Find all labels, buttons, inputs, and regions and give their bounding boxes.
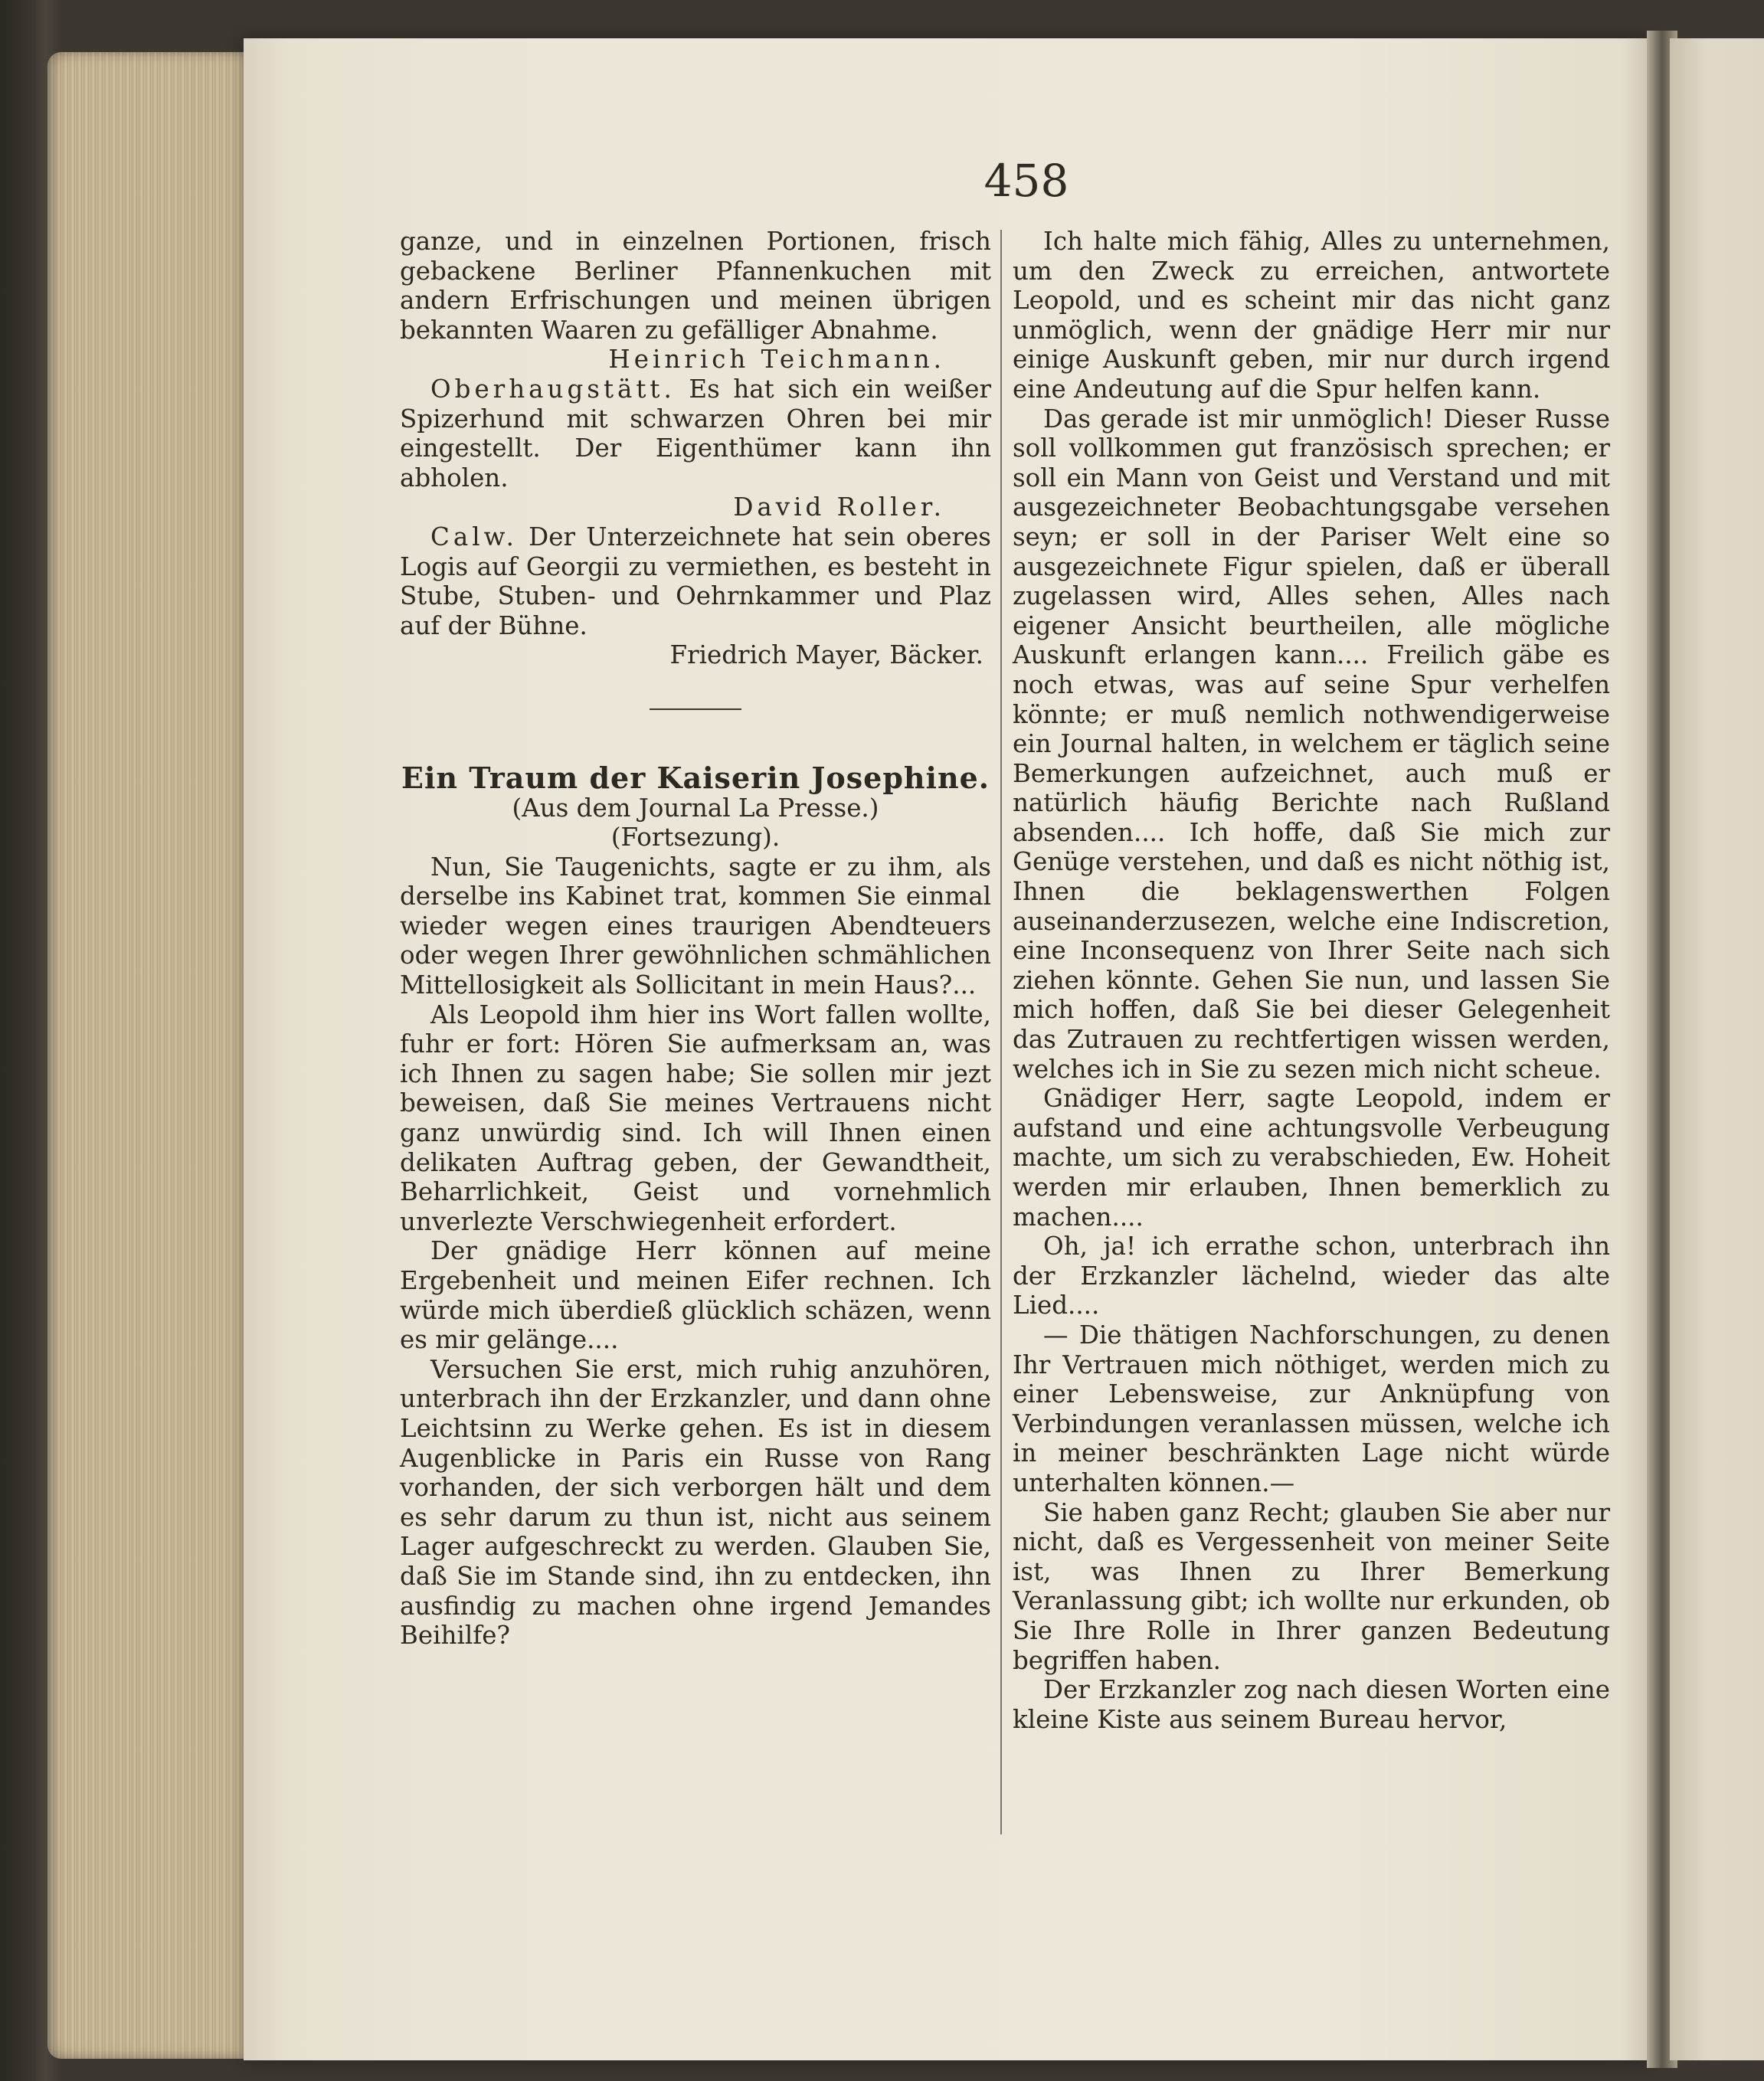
book-page-edges bbox=[47, 52, 253, 2059]
article-continuation: (Fortsezung). bbox=[610, 823, 781, 852]
paragraph: Der gnädige Herr können auf meine Ergebenheit und meinen Eifer rechnen. Ich würde mich überdieß glücklich schäzen, wenn es mir gelänge.... bbox=[400, 1236, 991, 1355]
right-column bbox=[1013, 227, 1610, 1734]
paragraph-text: Es hat sich ein weißer Spizerhund mit schwarzen Ohren bei mir eingestellt. Der Eigenthümer kann ihn abholen. bbox=[400, 374, 991, 492]
paragraph: — Die thätigen Nachforschungen, zu denen Ihr Vertrauen mich nöthiget, werden mich zu einer Lebensweise, zur Anknüpfung von Verbindungen veranlassen müssen, welche ich in meiner beschränkten Lage nicht würde unterhalten können.— bbox=[1013, 1320, 1610, 1497]
column-divider bbox=[1000, 230, 1002, 1834]
facing-page-edge bbox=[1670, 38, 1764, 2060]
paragraph: Versuchen Sie erst, mich ruhig anzuhören, unterbrach ihn der Erzkanzler, und dann ohne Leichtsinn zu Werke gehen. Es ist in diesem Augenblicke in Paris ein Russe von Rang vorhanden, der sich verborgen hält und dem es sehr darum zu thun ist, nicht aus seinem Lager aufgeschreckt zu werden. Glauben Sie, daß Sie im Stande sind, ihn zu entdecken, ihn ausfindig zu machen ohne irgend Jemandes Beihilfe? bbox=[400, 1354, 991, 1651]
page-number: 458 bbox=[983, 155, 1069, 207]
place-name: Calw. bbox=[430, 522, 518, 551]
paragraph: Nun, Sie Taugenichts, sagte er zu ihm, als derselbe ins Kabinet trat, kommen Sie einmal wieder wegen eines traurigen Abendteuers oder wegen Ihrer gewöhnlichen schmählichen Mittellosigkeit als Sollicitant in mein Haus?... bbox=[400, 852, 991, 1000]
signature: Friedrich Mayer, Bäcker. bbox=[669, 640, 983, 670]
section-rule bbox=[650, 708, 741, 710]
signature: David Roller. bbox=[733, 492, 945, 522]
paragraph bbox=[400, 375, 991, 492]
article-source: (Aus dem Journal La Presse.) bbox=[512, 793, 879, 823]
paragraph: Sie haben ganz Recht; glauben Sie aber nur nicht, daß es Vergessenheit von meiner Seite ist, was Ihnen zu Ihrer Bemerkung Veranlassung gibt; ich wollte nur erkunden, ob Sie Ihre Rolle in Ihrer ganzen Bedeutung begriffen haben. bbox=[1013, 1497, 1610, 1675]
paragraph: Ich halte mich fähig, Alles zu unternehmen, um den Zweck zu erreichen, antwortete Leopold, und es scheint mir das nicht ganz unmöglich, wenn der gnädige Herr mir nur einige Auskunft geben, mir nur durch irgend eine Andeutung auf die Spur helfen kann. bbox=[1013, 227, 1610, 404]
signature: Heinrich Teichmann. bbox=[608, 345, 945, 375]
paragraph: Gnädiger Herr, sagte Leopold, indem er aufstand und eine achtungsvolle Verbeugung machte, um sich zu verabschieden, Ew. Hoheit werden mir erlauben, Ihnen bemerklich zu machen.... bbox=[1013, 1084, 1610, 1232]
paragraph: Als Leopold ihm hier ins Wort fallen wollte, fuhr er fort: Hören Sie aufmerksam an, was ich Ihnen zu sagen habe; Sie sollen mir jezt beweisen, daß Sie meines Vertrauens nicht ganz unwürdig sind. Ich will Ihnen einen delikaten Auftrag geben, der Gewandtheit, Beharrlichkeit, Geist und vornehmlich unverlezte Verschwiegenheit erfordert. bbox=[400, 1000, 991, 1236]
paragraph: Der Erzkanzler zog nach diesen Worten eine kleine Kiste aus seinem Bureau hervor, bbox=[1013, 1675, 1610, 1734]
place-name: Oberhaugstätt. bbox=[430, 374, 676, 404]
paragraph: Oh, ja! ich errathe schon, unterbrach ihn der Erzkanzler lächelnd, wieder das alte Lied.... bbox=[1013, 1232, 1610, 1320]
paragraph: Das gerade ist mir unmöglich! Dieser Russe soll vollkommen gut französisch sprechen; er soll ein Mann von Geist und Verstand und mit ausgezeichneter Beobachtungsgabe versehen seyn; er soll in der Pariser Welt eine so ausgezeichnete Figur spielen, daß er überall zugelassen wird, Alles sehen, Alles nach eigener Ansicht beurtheilen, alle mögliche Auskunft erlangen kann.... Freilich gäbe es noch etwas, was auf seine Spur verhelfen könnte; er muß nemlich nothwendigerweise ein Journal halten, in welchem er täglich seine Bemerkungen aufzeichnet, auch muß er natürlich häufig Berichte nach Rußland absenden.... Ich hoffe, daß Sie mich zur Genüge verstehen, und daß es nicht nöthig ist, Ihnen die beklagenswerthen Folgen auseinanderzusezen, welche eine Indiscretion, eine Inconsequenz von Ihrer Seite nach sich ziehen könnte. Gehen Sie nun, und lassen Sie mich hoffen, daß Sie bei dieser Gelegenheit das Zutrauen zu rechtfertigen wissen werden, welches ich in Sie zu sezen mich nicht scheue. bbox=[1013, 404, 1610, 1084]
paragraph bbox=[400, 522, 991, 640]
left-column bbox=[400, 227, 991, 1651]
paragraph-text: Der Unterzeichnete hat sein oberes Logis auf Georgii zu vermiethen, es besteht in Stube, Stuben- und Oehrnkammer und Plaz auf der Bühne. bbox=[400, 522, 991, 640]
paragraph: ganze, und in einzelnen Portionen, frisch gebackene Berliner Pfannenkuchen mit andern Erfrischungen und meinen übrigen bekannten Waaren zu gefälliger Abnahme. bbox=[400, 227, 991, 345]
article-headline: Ein Traum der Kaiserin Josephine. bbox=[401, 760, 990, 795]
